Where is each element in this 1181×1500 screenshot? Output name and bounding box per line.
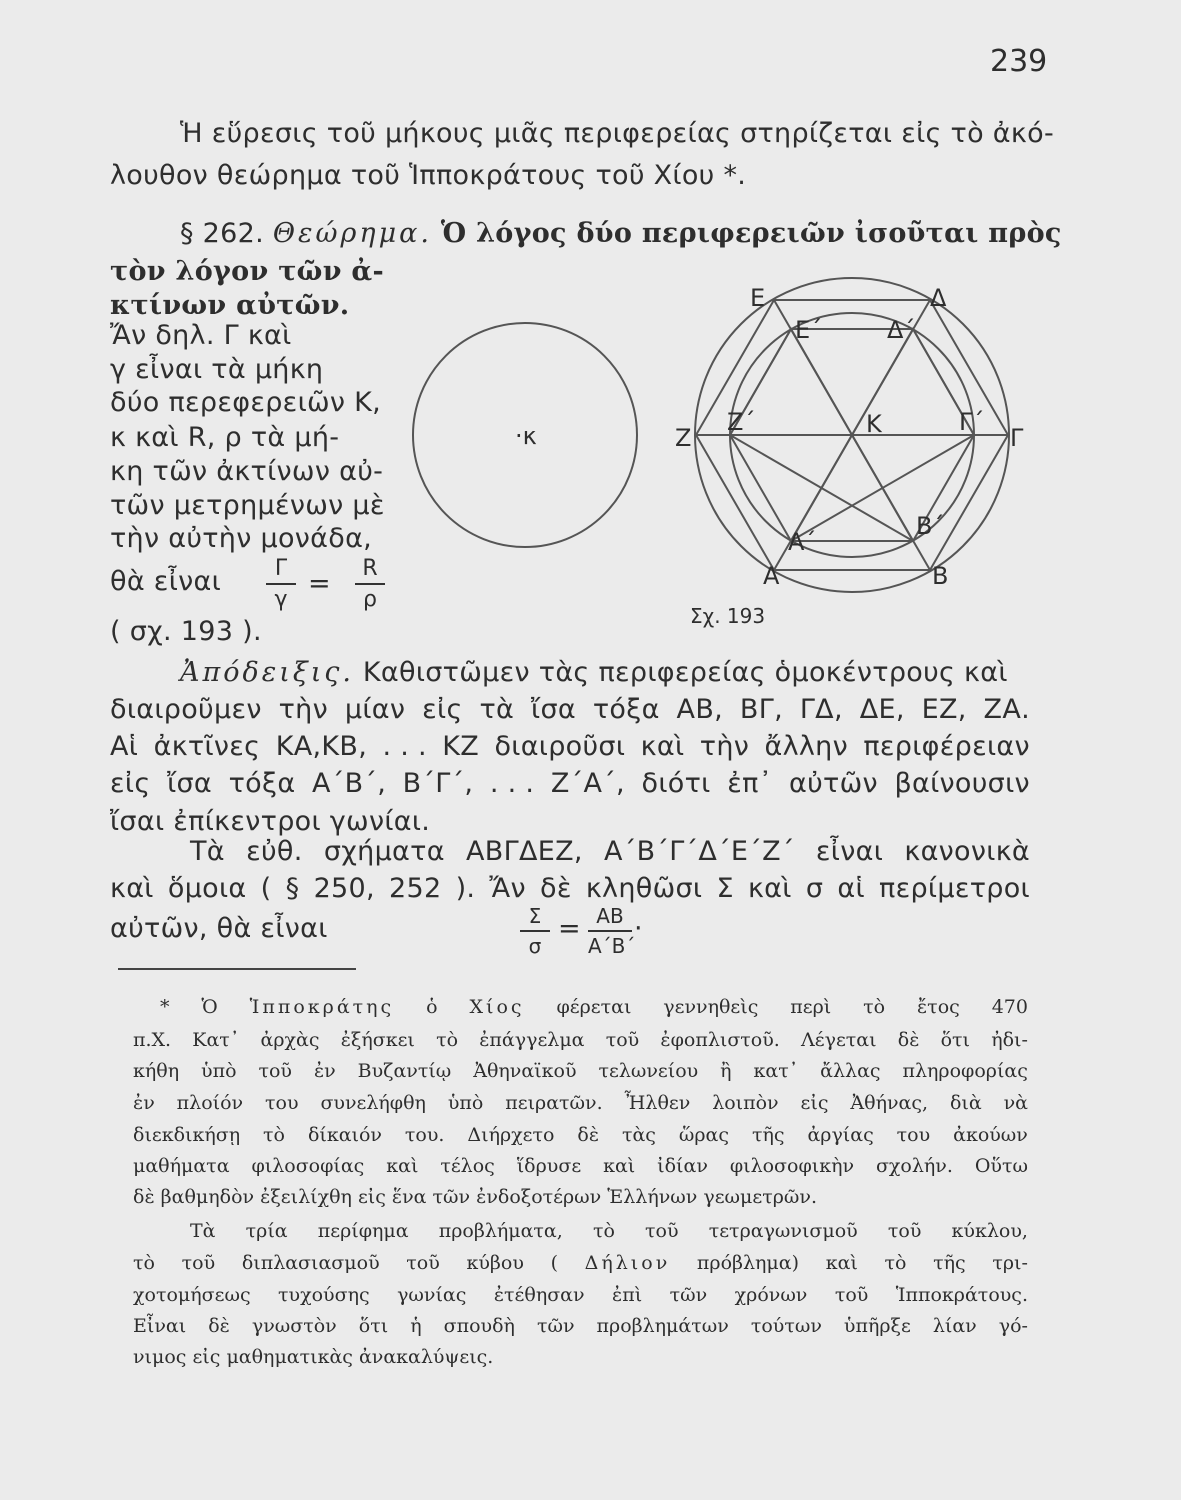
denominator: Α΄Β΄: [588, 934, 636, 958]
left-col-line: κ καὶ R, ρ τὰ μή-: [110, 422, 340, 453]
label-D: Δ: [930, 284, 947, 312]
proof-line-3: Αἱ ἀκτῖνες ΚΑ,ΚΒ, . . . ΚΖ διαιροῦσι καὶ τὴν ἄλλην περιφέρειαν: [110, 731, 1030, 762]
numerator: Γ: [274, 556, 288, 581]
proof-line-2: διαιροῦμεν τὴν μίαν εἰς τὰ ἴσα τόξα ΑΒ, ΒΓ, ΓΔ, ΔΕ, ΕΖ, ΖΑ.: [110, 694, 1030, 725]
denominator: γ: [274, 587, 288, 612]
numerator: R: [362, 556, 378, 581]
theorem-statement-3: κτίνων αὐτῶν.: [110, 290, 350, 321]
para2-line-1: Τὰ εὐθ. σχήματα ΑΒΓΔΕΖ, Α΄Β΄Γ΄Δ΄Ε΄Ζ΄ εἶναι κανονικὰ: [190, 836, 1030, 867]
label-K: Κ: [866, 410, 882, 438]
formula-end: ·: [634, 913, 643, 944]
footnote-rule: [118, 968, 356, 970]
theorem-statement-1: Ὁ λόγος δύο περιφερειῶν ἰσοῦται πρὸς: [440, 218, 1062, 249]
intro-line-2: λουθον θεώρημα τοῦ Ἱπποκράτους τοῦ Χίου *.: [110, 160, 747, 191]
denominator: σ: [528, 934, 542, 958]
left-col-line: τῶν μετρημένων μὲ: [110, 490, 385, 521]
footnote-line-10: χοτομήσεως τυχούσης γωνίας ἐτέθησαν ἐπὶ τῶν χρόνων τοῦ Ἱπποκράτους.: [133, 1284, 1028, 1306]
footnote-line-1: * Ὁ Ἱπποκράτης ὁ Χίος φέρεται γεννηθεὶς περὶ τὸ ἔτος 470: [160, 996, 1028, 1018]
numerator: Σ: [528, 904, 542, 928]
fraction-perimeter-right: [588, 904, 636, 958]
footnote-line-8: Τὰ τρία περίφημα προβλήματα, τὸ τοῦ τετραγωνισμοῦ τοῦ κύκλου,: [190, 1220, 1028, 1242]
fraction-bar: [588, 930, 632, 932]
footnote-line-6: μαθήματα φιλοσοφίας καὶ τέλος ἵδρυσε καὶ ἰδίαν φιλοσοφικὴν σχολήν. Οὕτω: [133, 1155, 1028, 1177]
label-A: Α: [763, 562, 780, 590]
numerator: ΑΒ: [596, 904, 624, 928]
footnote-line-9: τὸ τοῦ διπλασιασμοῦ τοῦ κύβου ( Δήλιον πρόβλημα) καὶ τὸ τῆς τρι-: [133, 1252, 1028, 1274]
equals-sign: =: [558, 913, 581, 944]
proof-line-5: ἴσαι ἐπίκεντροι γωνίαι.: [110, 806, 431, 837]
proof-label: Ἀπόδειξις.: [180, 657, 354, 688]
left-col-line: Ἄν δηλ. Γ καὶ: [110, 320, 292, 351]
label-D1: Δ΄: [887, 316, 916, 344]
label-E: Ε: [750, 284, 766, 312]
footnote-line-5: διεκδικήσῃ τὸ δίκαιόν του. Διήρχετο δὲ τὰς ὥρας τῆς ἀργίας του ἀκούων: [133, 1124, 1028, 1146]
label-G1: Γ΄: [959, 408, 985, 436]
denominator: ρ: [363, 587, 377, 612]
left-col-line: δύο περεφερειῶν Κ,: [110, 387, 382, 418]
label-Z: Ζ: [675, 424, 692, 452]
left-col-line: κη τῶν ἀκτίνων αὐ-: [110, 456, 384, 487]
label-Z1: Ζ΄: [727, 408, 756, 436]
footnote-line-3: κήθη ὑπὸ τοῦ ἐν Βυζαντίῳ Ἀθηναϊκοῦ τελωνείου ἢ κατ᾽ ἄλλας πληροφορίας: [133, 1060, 1028, 1082]
footnote-line-2: π.Χ. Κατ᾽ ἀρχὰς ἐξήσκει τὸ ἐπάγγελμα τοῦ ἐφοπλιστοῦ. Λέγεται δὲ ὅτι ἠδι-: [133, 1029, 1028, 1051]
label-A1: Α΄: [788, 528, 817, 556]
equals-sign: =: [308, 568, 331, 599]
formula-prefix: θὰ εἶναι: [110, 566, 222, 597]
left-col-line: τὴν αὐτὴν μονάδα,: [110, 523, 373, 554]
figure-reference: ( σχ. 193 ).: [110, 616, 262, 647]
footnote-line-11: Εἶναι δὲ γνωστὸν ὅτι ἡ σπουδὴ τῶν προβλημάτων τούτων ὑπῆρξε λίαν γό-: [133, 1315, 1028, 1337]
label-G: Γ: [1010, 424, 1024, 452]
theorem-statement-2: τὸν λόγον τῶν ἀ-: [110, 256, 385, 287]
figure-193: [0, 0, 1181, 660]
theorem-label: Θεώρημα.: [272, 218, 432, 249]
footnote-line-4: ἐν πλοίόν του συνελήφθη ὑπὸ πειρατῶν. Ἦλθεν λοιπὸν εἰς Ἀθήνας, διὰ νὰ: [133, 1092, 1028, 1114]
proof-line-1: [180, 657, 1008, 688]
fraction-bar: [520, 930, 550, 932]
footnote-line-7: δὲ βαθμηδὸν ἐξειλίχθη εἰς ἕνα τῶν ἐνδοξοτέρων Ἑλλήνων γεωμετρῶν.: [133, 1186, 817, 1208]
page-number: 239: [990, 44, 1048, 79]
para2-line-3: αὐτῶν, θὰ εἶναι: [110, 913, 328, 944]
label-B: Β: [932, 562, 949, 590]
proof-line-1-text: Καθιστῶμεν τὰς περιφερείας ὁμοκέντρους καὶ: [362, 657, 1008, 688]
label-B1: Β΄: [916, 512, 945, 540]
section-number: § 262.: [180, 218, 264, 249]
footnote-line-12: νιμος εἰς μαθηματικὰς ἀνακαλύψεις.: [133, 1346, 494, 1368]
figure-caption: Σχ. 193: [690, 604, 766, 628]
para2-line-2: καὶ ὅμοια ( § 250, 252 ). Ἄν δὲ κληθῶσι Σ καὶ σ αἱ περίμετροι: [110, 873, 1030, 904]
proof-line-4: εἰς ἴσα τόξα Α΄Β΄, Β΄Γ΄, . . . Ζ΄Α΄, διότι ἐπ᾽ αὐτῶν βαίνουσιν: [110, 768, 1030, 799]
label-E1: Ε΄: [795, 316, 823, 344]
left-col-line: γ εἶναι τὰ μήκη: [110, 354, 324, 385]
intro-line-1: Ἡ εὕρεσις τοῦ μήκους μιᾶς περιφερείας στηρίζεται εἰς τὸ ἀκό-: [180, 118, 1054, 149]
fraction-perimeter-left: [520, 904, 550, 958]
small-circle-label: ·κ: [515, 422, 537, 450]
